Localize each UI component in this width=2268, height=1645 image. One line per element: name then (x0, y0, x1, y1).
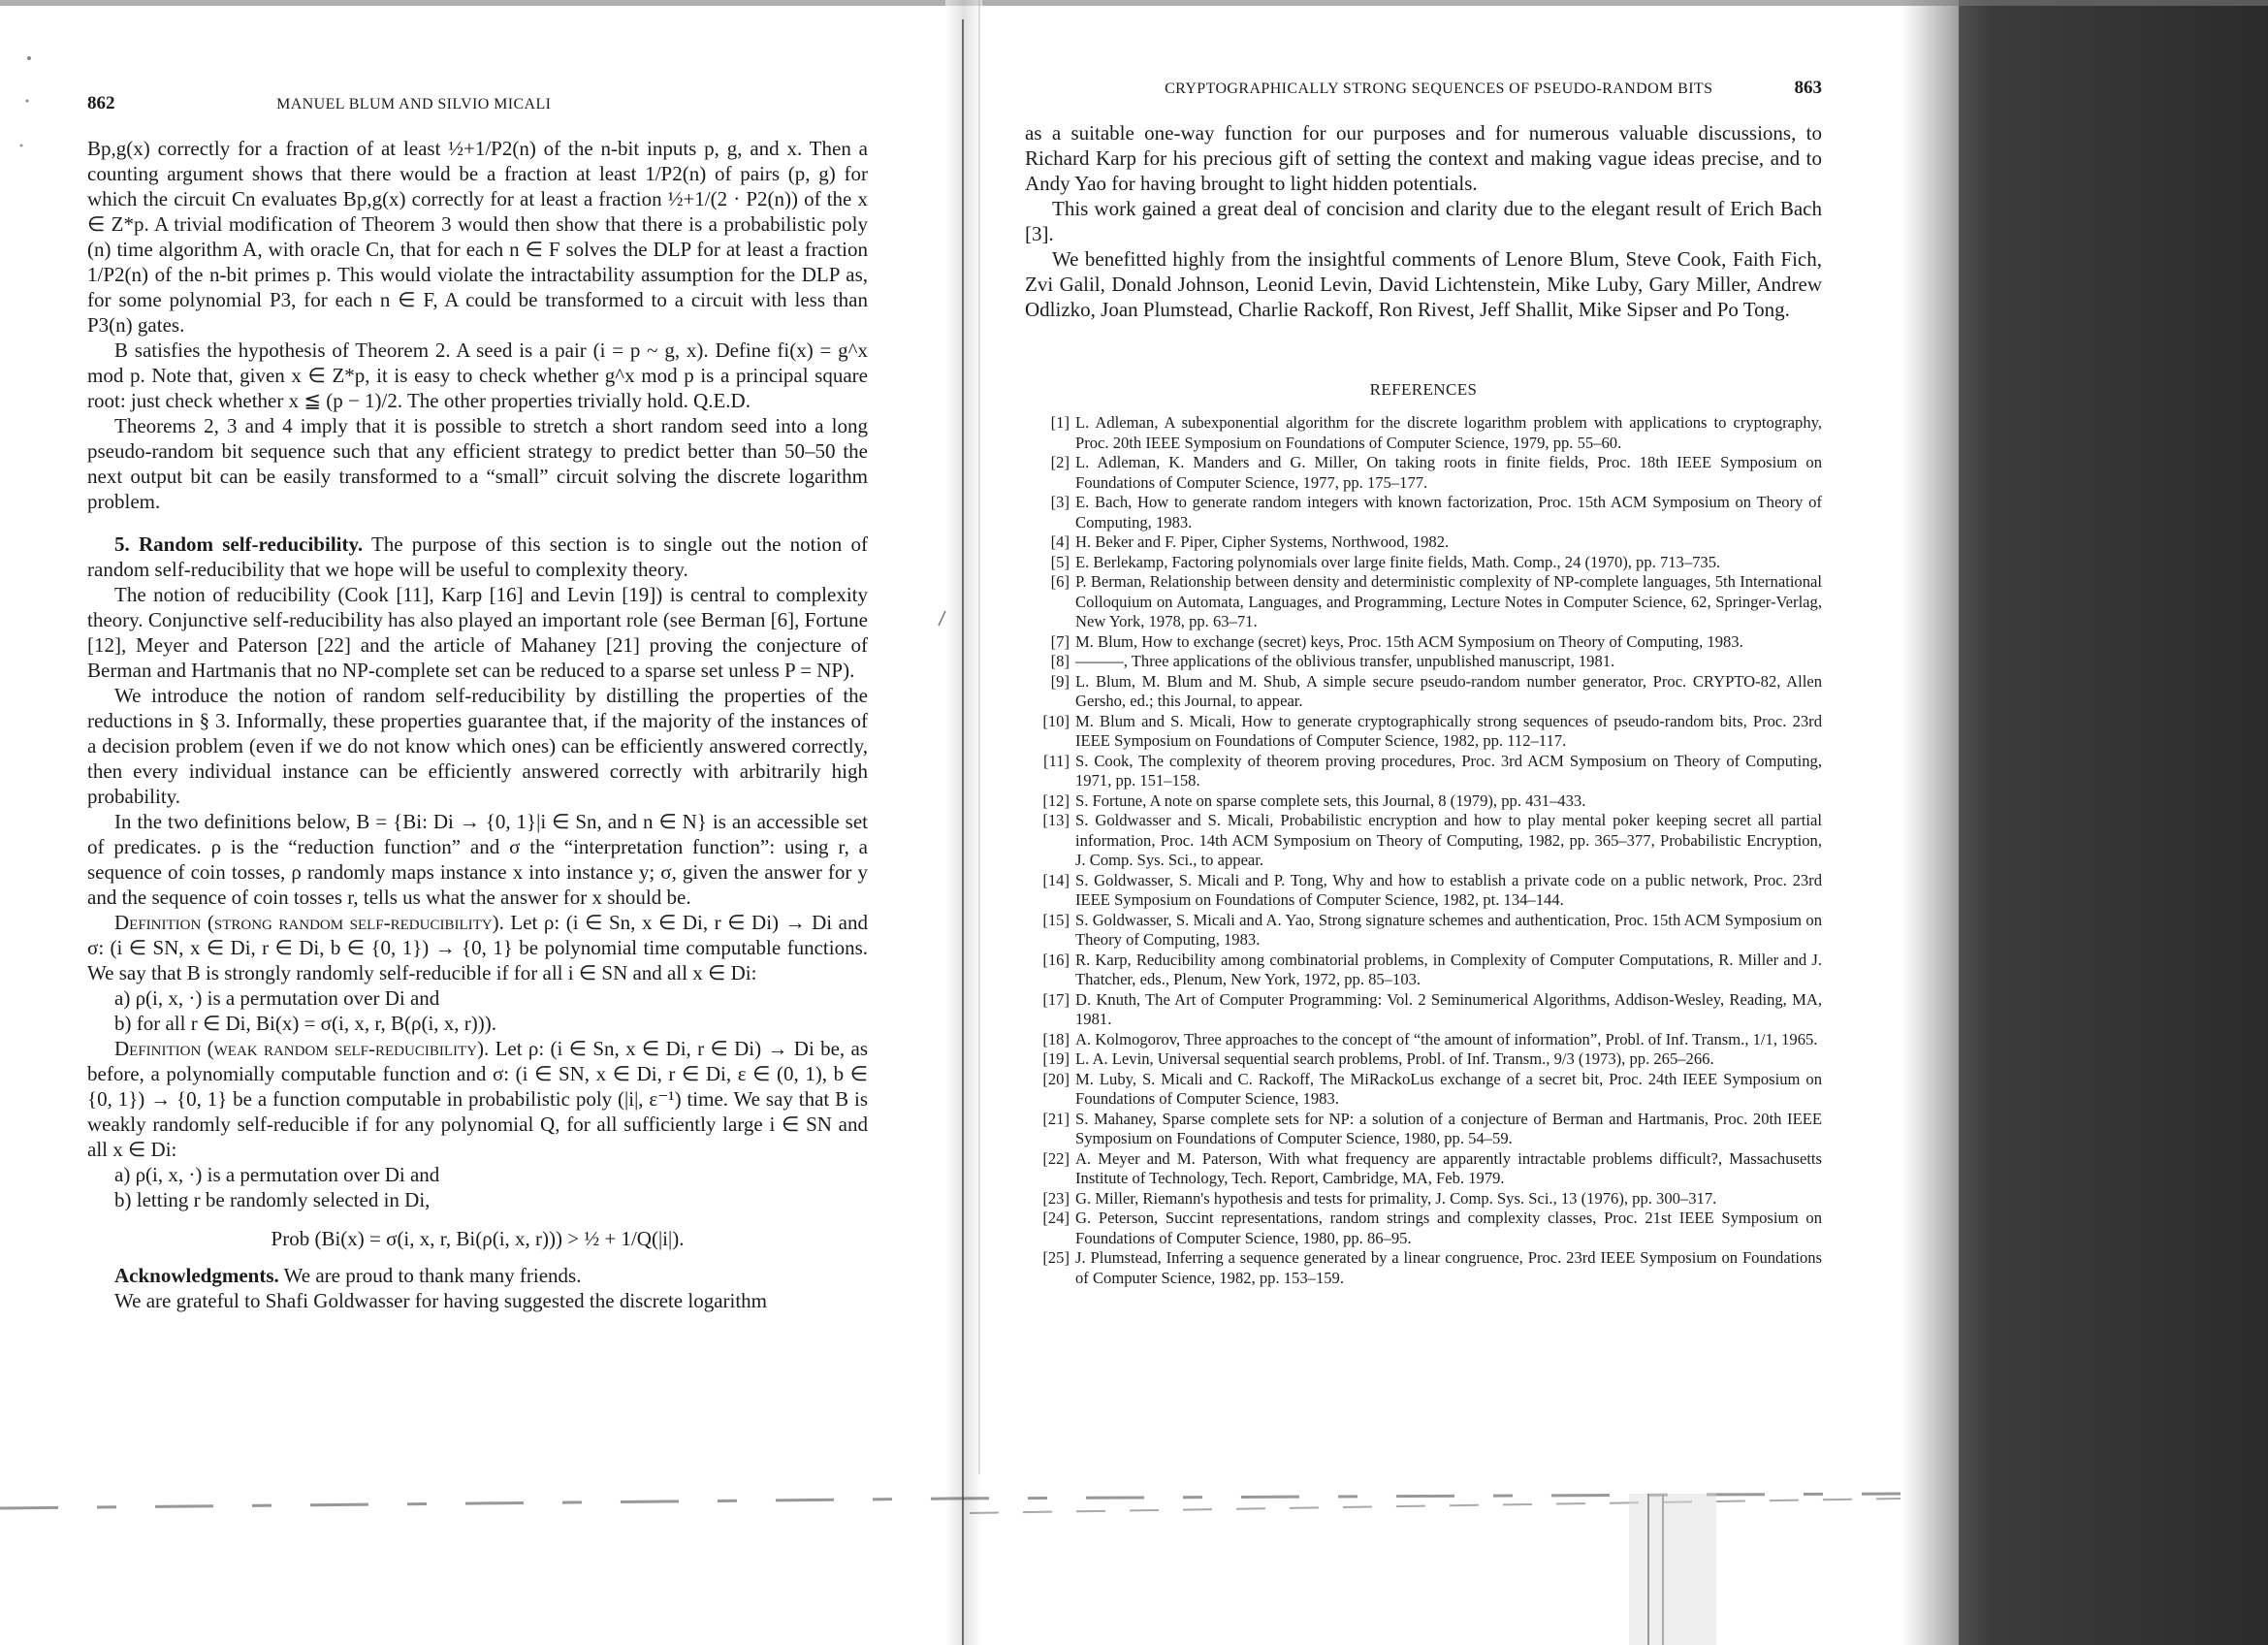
reference-item (1025, 1110, 1822, 1149)
reference-number: [14] (1042, 870, 1070, 889)
acknowledgments-heading: Acknowledgments. (114, 1264, 279, 1287)
reference-text: L. Blum, M. Blum and M. Shub, A simple secure pseudo-random number generator, Proc. CRYPTO-82, Allen Gersho, ed.; this Journal, to appear. (1075, 671, 1822, 710)
reference-item (1025, 413, 1822, 453)
references-heading: REFERENCES (1369, 380, 1478, 399)
right-page (1025, 78, 1822, 1288)
reference-number: [18] (1042, 1029, 1070, 1048)
reference-text: M. Blum and S. Micali, How to generate cryptographically strong sequences of pseudo-random bits, Proc. 23rd IEEE Symposium on Foundations of Computer Science, 1982, pp. 112–117. (1075, 711, 1822, 750)
reference-item (1025, 752, 1822, 791)
paragraph: Theorems 2, 3 and 4 imply that it is possible to stretch a short random seed into a long pseudo-random bit sequence such that any efficient strategy to predict better than 50–50 the next output bit can be easily transformed to a “small” circuit solving the discrete logarithm problem. (87, 414, 868, 513)
reference-item (1025, 1189, 1822, 1210)
reference-number: [13] (1042, 811, 1070, 829)
reference-text: P. Berman, Relationship between density and deterministic complexity of NP-complete languages, 5th International Colloquium on Automata, Languages, and Programming, Lecture Notes in Computer Science, 62, Springer-Verlag, New York, 1978, pp. 63–71. (1075, 572, 1822, 630)
right-running-head (1025, 78, 1822, 99)
reference-number: [21] (1042, 1109, 1070, 1128)
reference-item (1025, 1049, 1822, 1070)
section-heading: 5. Random self-reducibility. (114, 532, 364, 556)
section-intro: The purpose of this section is to single out the notion of random self-reducibility that we hope will be useful to complexity theory. (87, 532, 869, 581)
definition-title: Definition (weak random self-reducibility). (114, 1037, 490, 1060)
reference-number: [17] (1042, 989, 1070, 1009)
reference-text: S. Cook, The complexity of theorem proving procedures, Proc. 3rd ACM Symposium on Theory of Computing, 1971, pp. 151–158. (1075, 751, 1822, 790)
paragraph: We are grateful to Shafi Goldwasser for having suggested the discrete logarithm (114, 1289, 768, 1312)
page-number: 863 (1794, 78, 1822, 98)
right-body (1025, 120, 1822, 322)
reference-item (1025, 1030, 1822, 1050)
definition-text: Let ρ: (i ∈ Sn, x ∈ Di, r ∈ Di) → Di and σ: (i ∈ SN, x ∈ Di, r ∈ Di, b ∈ {0, 1}) → {0, 1} be polynomial time computable functions. We say that B is strongly randomly self-reducible if for all i ∈ SN and all x ∈ Di: (87, 911, 868, 984)
reference-item (1025, 532, 1822, 553)
reference-item (1025, 990, 1822, 1030)
definition-item: b) for all r ∈ Di, Bi(x) = σ(i, x, r, B(ρ(i, x, r))). (114, 1012, 497, 1035)
paragraph: We introduce the notion of random self-reducibility by distilling the properties of the reductions in § 3. Informally, these properties guarantee that, if the majority of the instances of a decision problem (even if we do not know which ones) can be efficiently answered correctly, then every individual instance can be efficiently answered correctly with arbitrarily high probability. (87, 684, 868, 808)
reference-text: ———, Three applications of the oblivious transfer, unpublished manuscript, 1981. (1075, 652, 1615, 670)
reference-item (1025, 652, 1822, 672)
reference-list (1025, 413, 1822, 1288)
reference-item (1025, 791, 1822, 812)
reference-text: G. Peterson, Succint representations, random strings and complexity classes, Proc. 21st IEEE Symposium on Foundations of Computer Science, 1980, pp. 86–95. (1075, 1209, 1822, 1247)
reference-text: S. Mahaney, Sparse complete sets for NP: a solution of a conjecture of Berman and Hartmanis, Proc. 20th IEEE Symposium on Foundations of Computer Science, 1980, pp. 54–59. (1075, 1109, 1822, 1147)
reference-item (1025, 572, 1822, 632)
reference-item (1025, 1070, 1822, 1110)
definition-item: b) letting r be randomly selected in Di, (114, 1188, 431, 1211)
page-number: 862 (87, 93, 115, 113)
reference-item (1025, 811, 1822, 871)
reference-text: A. Kolmogorov, Three approaches to the concept of “the amount of information”, Probl. of Inf. Transm., 1/1, 1965. (1075, 1029, 1818, 1048)
reference-number: [12] (1042, 790, 1070, 810)
reference-item (1025, 493, 1822, 532)
reference-text: S. Fortune, A note on sparse complete sets, this Journal, 8 (1979), pp. 431–433. (1075, 790, 1586, 810)
reference-item (1025, 453, 1822, 493)
reference-text: J. Plumstead, Inferring a sequence generated by a linear congruence, Proc. 23rd IEEE Symposium on Foundations of Computer Science, 1982, pp. 153–159. (1075, 1248, 1822, 1287)
reference-number: [8] (1050, 652, 1070, 670)
reference-item (1025, 951, 1822, 990)
reference-text: E. Berlekamp, Factoring polynomials over large finite fields, Math. Comp., 24 (1970), pp. 713–735. (1075, 552, 1721, 571)
reference-text: G. Miller, Riemann's hypothesis and tests for primality, J. Comp. Sys. Sci., 13 (1976), pp. 300–317. (1075, 1188, 1717, 1208)
reference-item (1025, 712, 1822, 752)
acknowledgments (87, 1263, 868, 1288)
reference-item (1025, 553, 1822, 573)
reference-number: [9] (1050, 671, 1070, 691)
definition-title: Definition (strong random self-reducibility). (114, 911, 504, 934)
reference-item (1025, 632, 1822, 653)
reference-number: [10] (1042, 711, 1070, 730)
reference-number: [3] (1050, 493, 1070, 511)
reference-item (1025, 1149, 1822, 1189)
definition-item: a) ρ(i, x, ·) is a permutation over Di and (114, 986, 440, 1010)
paragraph: This work gained a great deal of concision and clarity due to the elegant result of Erich Bach [3]. (1025, 197, 1822, 245)
section-paragraph (87, 532, 868, 582)
reference-text: S. Goldwasser and S. Micali, Probabilistic encryption and how to play mental poker keeping secret all partial information, Proc. 14th ACM Symposium on Theory of Computing, 1982, pp. 365–377, Probabilistic Encryption, J. Comp. Sys. Sci., to appear. (1075, 811, 1822, 869)
reference-number: [23] (1042, 1188, 1070, 1208)
reference-item (1025, 871, 1822, 911)
paragraph: We benefitted highly from the insightful comments of Lenore Blum, Steve Cook, Faith Fich, Zvi Galil, Donald Johnson, Leonid Levin, David Lichtenstein, Mike Luby, Gary Miller, Andrew Odlizko, Joan Plumstead, Charlie Rackoff, Ron Rivest, Jeff Shallit, Mike Sipser and Po Tong. (1025, 247, 1822, 321)
definition-weak (87, 1036, 868, 1162)
reference-number: [6] (1050, 572, 1070, 591)
reference-text: S. Goldwasser, S. Micali and A. Yao, Strong signature schemes and authentication, Proc. 15th ACM Symposium on Theory of Computing, 1983. (1075, 910, 1822, 949)
reference-number: [16] (1042, 950, 1070, 969)
paragraph: as a suitable one-way function for our purposes and for numerous valuable discussions, to Richard Karp for his precious gift of setting the context and making vague ideas precise, and to Andy Yao for having brought to light hidden potentials. (1025, 121, 1822, 195)
reference-number: [4] (1050, 532, 1070, 551)
reference-number: [15] (1042, 910, 1070, 929)
reference-number: [5] (1050, 552, 1070, 571)
running-head-title: CRYPTOGRAPHICALLY STRONG SEQUENCES OF PSEUDO-RANDOM BITS (1165, 81, 1713, 97)
left-page (87, 93, 868, 1313)
definition-item: a) ρ(i, x, ·) is a permutation over Di and (114, 1163, 440, 1186)
acknowledgments-text: We are proud to thank many friends. (283, 1264, 582, 1287)
paragraph: B satisfies the hypothesis of Theorem 2. A seed is a pair (i = p ~ g, x). Define fi(x) = g^x mod p. Note that, given x ∈ Z*p, it is easy to check whether g^x mod p is a principal square root: just check whether x ≦ (p − 1)/2. The other properties trivially hold. Q.E.D. (87, 339, 868, 412)
reference-number: [24] (1042, 1209, 1070, 1227)
reference-text: S. Goldwasser, S. Micali and P. Tong, Why and how to establish a private code on a public network, Proc. 23rd IEEE Symposium on Foundations of Computer Science, 1982, pt. 134–144. (1075, 870, 1822, 909)
reference-number: [20] (1042, 1069, 1070, 1088)
reference-number: [19] (1042, 1049, 1070, 1068)
reference-text: R. Karp, Reducibility among combinatorial problems, in Complexity of Computer Computations, R. Miller and J. Thatcher, eds., Plenum, New York, 1972, pp. 85–103. (1075, 950, 1822, 988)
reference-number: [25] (1042, 1248, 1070, 1267)
paragraph: Bp,g(x) correctly for a fraction of at least ½+1/P2(n) of the n-bit inputs p, g, and x. Then a counting argument shows that there would be a fraction at least 1/P2(n) of pairs (p, g) for which the circuit Cn evaluates Bp,g(x) correctly for at least a fraction ½+1/(2 · P2(n)) of the x ∈ Z*p. A trivial modification of Theorem 3 would then show that there is a probabilistic poly (n) time algorithm A, with oracle Cn, that for each n ∈ F solves the DLP for at least a fraction 1/P2(n) of the n-bit primes p. This would violate the intractability assumption for the DLP as, for some polynomial P3, for each n ∈ F, A could be transformed to a circuit with less than P3(n) gates. (87, 137, 868, 337)
reference-item (1025, 1209, 1822, 1248)
left-body (87, 136, 868, 1313)
reference-text: D. Knuth, The Art of Computer Programming: Vol. 2 Seminumerical Algorithms, Addison-Wesley, Reading, MA, 1981. (1075, 989, 1822, 1028)
reference-item (1025, 672, 1822, 712)
reference-text: L. Adleman, K. Manders and G. Miller, On taking roots in finite fields, Proc. 18th IEEE Symposium on Foundations of Computer Science, 1977, pp. 175–177. (1075, 453, 1822, 492)
reference-text: H. Beker and F. Piper, Cipher Systems, Northwood, 1982. (1075, 532, 1450, 551)
left-running-head (87, 93, 868, 114)
paragraph: The notion of reducibility (Cook [11], Karp [16] and Levin [19]) is central to complexity theory. Conjunctive self-reducibility has also played an important role (see Berman [6], Fortune [12], Meyer and Paterson [22] and the article of Mahaney [21] proving the conjecture of Berman and Hartmanis that no NP-complete set can be reduced to a sparse set unless P = NP). (87, 583, 868, 682)
reference-number: [22] (1042, 1148, 1070, 1168)
reference-item (1025, 911, 1822, 951)
definition-strong (87, 910, 868, 985)
probability-formula: Prob (Bi(x) = σ(i, x, r, Bi(ρ(i, x, r))) > ½ + 1/Q(|i|). (271, 1227, 685, 1250)
reference-text: E. Bach, How to generate random integers with known factorization, Proc. 15th ACM Symposium on Theory of Computing, 1983. (1075, 493, 1822, 532)
reference-number: [2] (1050, 453, 1070, 471)
reference-text: M. Luby, S. Micali and C. Rackoff, The MiRackoLus exchange of a secret bit, Proc. 24th IEEE Symposium on Foundations of Computer Science, 1983. (1075, 1069, 1822, 1108)
reference-text: A. Meyer and M. Paterson, With what frequency are apparently intractable problems difficult?, Massachusetts Institute of Technology, Tech. Report, Cambridge, MA, Feb. 1979. (1075, 1148, 1822, 1187)
reference-text: L. A. Levin, Universal sequential search problems, Probl. of Inf. Transm., 9/3 (1973), pp. 265–266. (1075, 1049, 1714, 1068)
definition-text: Let ρ: (i ∈ Sn, x ∈ Di, r ∈ Di) → Di be, as before, a polynomially computable function and σ: (i ∈ SN, x ∈ Di, r ∈ Di, ε ∈ (0, 1), b ∈ {0, 1}) → {0, 1} be a function computable in probabilistic poly (|i|, ε⁻¹) time. We say that B is weakly randomly self-reducible if for any polynomial Q, for all sufficiently large i ∈ SN and all x ∈ Di: (87, 1037, 869, 1161)
reference-text: L. Adleman, A subexponential algorithm for the discrete logarithm problem with applications to cryptography, Proc. 20th IEEE Symposium on Foundations of Computer Science, 1979, pp. 55–60. (1075, 413, 1822, 452)
reference-number: [11] (1042, 751, 1070, 770)
reference-number: [1] (1050, 413, 1070, 432)
paragraph: In the two definitions below, B = {Bi: Di → {0, 1}|i ∈ Sn, and n ∈ N} is an accessible set of predicates. ρ is the “reduction function” and σ the “interpretation function”: using r, a sequence of coin tosses, ρ randomly maps instance x into instance y; σ, given the answer for y and the sequence of coin tosses r, tells us what the answer for x should be. (87, 810, 868, 909)
reference-text: M. Blum, How to exchange (secret) keys, Proc. 15th ACM Symposium on Theory of Computing, 1983. (1075, 631, 1743, 651)
reference-item (1025, 1248, 1822, 1288)
reference-number: [7] (1050, 631, 1070, 651)
running-head-authors: MANUEL BLUM AND SILVIO MICALI (276, 96, 552, 113)
